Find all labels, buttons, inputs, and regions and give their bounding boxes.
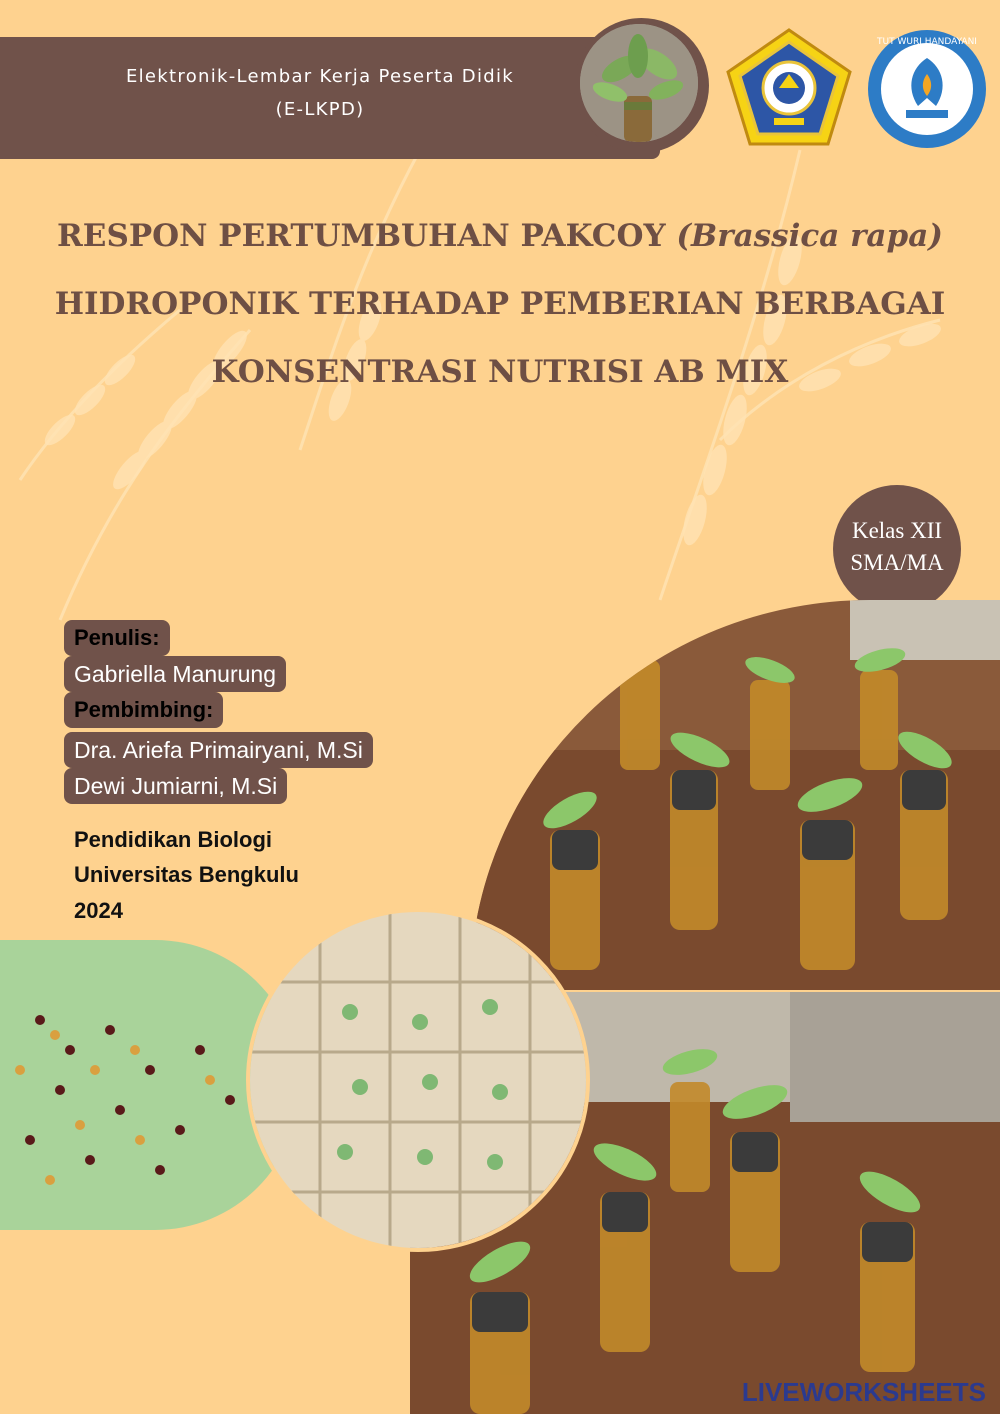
title-scientific-name: (Brassica rapa) <box>676 218 943 254</box>
watermark-text: LIVEWORKSHEETS <box>741 1377 986 1407</box>
logo-motto-text: TUT WURI HANDAYANI <box>877 37 977 47</box>
banner-line-2: (E-LKPD) <box>275 99 365 120</box>
banner-title <box>20 60 620 126</box>
advisor-name-1: Dra. Ariefa Primairyani, M.Si <box>64 732 373 768</box>
institution-line-2: Universitas Bengkulu <box>74 862 299 887</box>
advisor-name-2: Dewi Jumiarni, M.Si <box>64 768 287 804</box>
banner-line-1: Elektronik-Lembar Kerja Peserta Didik <box>125 66 515 87</box>
page-title-line-2: HIDROPONIK TERHADAP PEMBERIAN BERBAGAI <box>54 286 946 322</box>
institution-year: 2024 <box>74 898 123 923</box>
grade-line-2: SMA/MA <box>850 550 944 575</box>
seedling-tray-photo <box>246 908 590 1252</box>
title-main: RESPON PERTUMBUHAN PAKCOY <box>57 218 666 254</box>
liveworksheets-watermark <box>742 1377 986 1408</box>
grade-line-1: Kelas XII <box>851 518 943 543</box>
grade-badge <box>833 485 961 613</box>
plant-photo <box>580 24 698 142</box>
advisor-label: Pembimbing: <box>64 692 223 728</box>
page-title-line-3: KONSENTRASI NUTRISI AB MIX <box>211 354 789 390</box>
tut-wuri-handayani-logo <box>866 28 988 150</box>
author-name: Gabriella Manurung <box>64 656 286 692</box>
bengkulu-pentagon-logo <box>724 26 854 150</box>
page-title-line-1 <box>20 218 980 254</box>
author-label: Penulis: <box>64 620 170 656</box>
institution-line-1: Pendidikan Biologi <box>74 827 273 852</box>
